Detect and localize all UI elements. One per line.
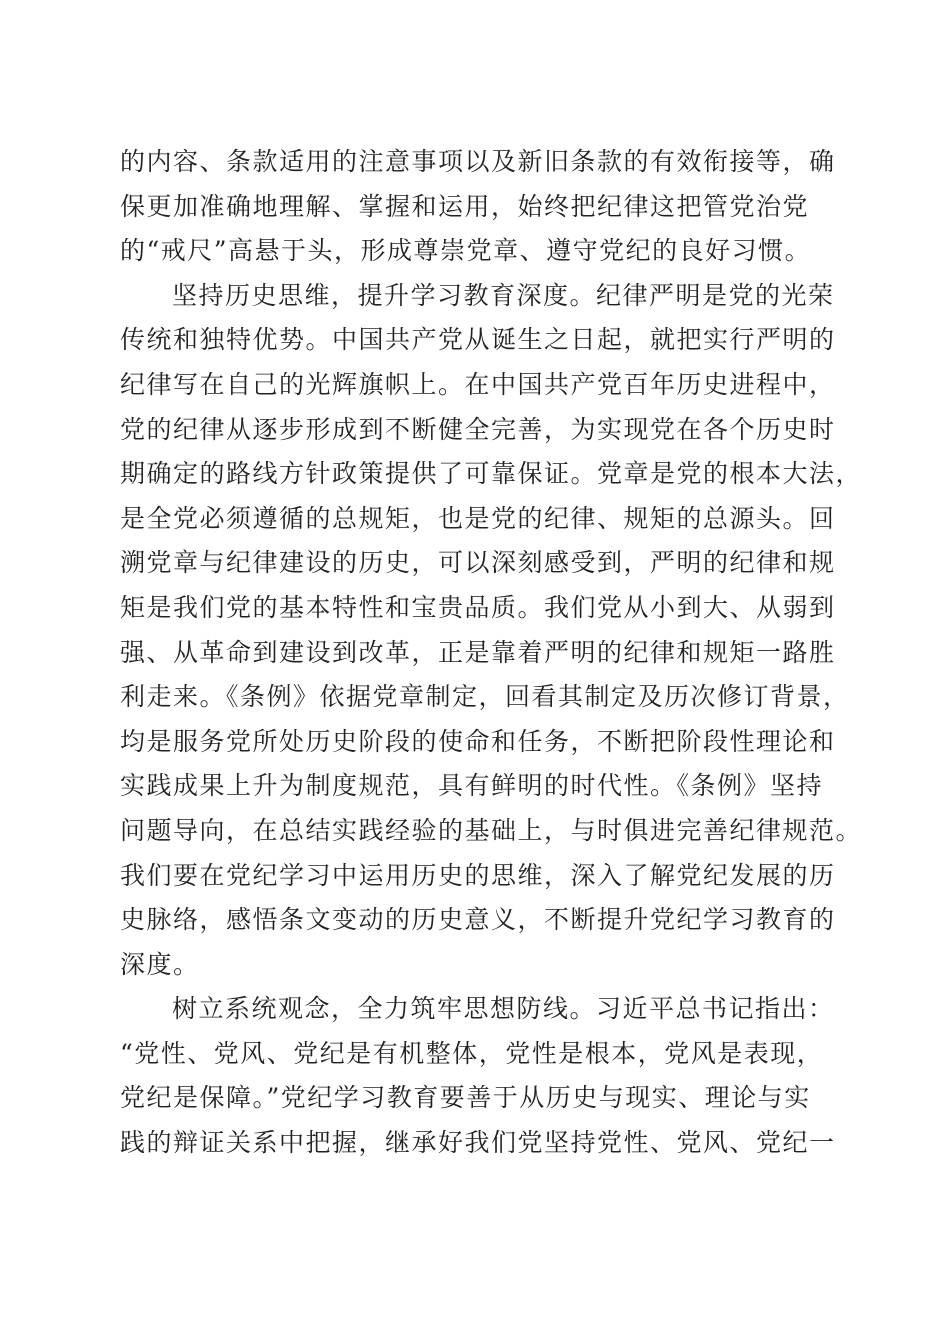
paragraph-line: 实践成果上升为制度规范，具有鲜明的时代性。《条例》坚持 [120, 771, 824, 801]
paragraph-line: 期确定的路线方针政策提供了可靠保证。党章是党的根本大法， [120, 459, 863, 489]
paragraph-line: 我们要在党纪学习中运用历史的思维，深入了解党纪发展的历 [120, 860, 836, 890]
paragraph-2 [120, 274, 863, 988]
paragraph-1 [120, 140, 840, 274]
paragraph-line: 强、从革命到建设到改革，正是靠着严明的纪律和规矩一路胜 [120, 637, 836, 667]
paragraph-line: 利走来。《条例》依据党章制定，回看其制定及历次修订背景， [120, 682, 850, 712]
paragraph-line: 的内容、条款适用的注意事项以及新旧条款的有效衔接等，确 [120, 147, 836, 176]
paragraph-line: “党性、党风、党纪是有机整体，党性是根本，党风是表现， [120, 1038, 824, 1068]
paragraph-line: 坚持历史思维，提升学习教育深度。纪律严明是党的光荣 [172, 280, 835, 310]
paragraph-line: 传统和独特优势。中国共产党从诞生之日起，就把实行严明的 [120, 325, 836, 355]
paragraph-line: 深度。 [120, 949, 200, 979]
paragraph-3 [120, 987, 840, 1165]
paragraph-line: 的“戒尺”高悬于头，形成尊崇党章、遵守党纪的良好习惯。 [120, 236, 812, 266]
paragraph-line: 保更加准确地理解、掌握和运用，始终把纪律这把管党治党 [120, 191, 810, 221]
paragraph-line: 矩是我们党的基本特性和宝贵品质。我们党从小到大、从弱到 [120, 592, 836, 622]
paragraph-line: 树立系统观念，全力筑牢思想防线。习近平总书记指出： [172, 994, 835, 1024]
paragraph-line: 问题导向，在总结实践经验的基础上，与时俱进完善纪律规范。 [120, 815, 863, 845]
paragraph-line: 史脉络，感悟条文变动的历史意义，不断提升党纪学习教育的 [120, 905, 836, 935]
paragraph-line: 纪律写在自己的光辉旗帜上。在中国共产党百年历史进程中， [120, 369, 836, 399]
paragraph-line: 是全党必须遵循的总规矩，也是党的纪律、规矩的总源头。回 [120, 503, 836, 533]
paragraph-line: 溯党章与纪律建设的历史，可以深刻感受到，严明的纪律和规 [120, 548, 836, 578]
document-body [120, 140, 863, 1166]
paragraph-line: 党纪是保障。”党纪学习教育要善于从历史与现实、理论与实 [120, 1083, 811, 1113]
paragraph-line: 践的辩证关系中把握，继承好我们党坚持党性、党风、党纪一 [120, 1128, 836, 1158]
paragraph-line: 均是服务党所处历史阶段的使命和任务，不断把阶段性理论和 [120, 726, 836, 756]
paragraph-line: 党的纪律从逐步形成到不断健全完善，为实现党在各个历史时 [120, 414, 836, 444]
